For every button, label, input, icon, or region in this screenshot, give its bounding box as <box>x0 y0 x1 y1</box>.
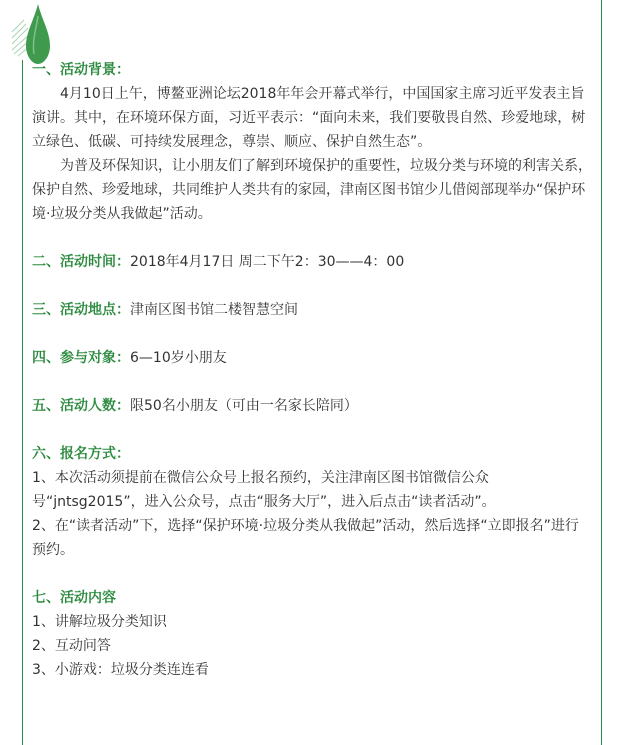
contents-item-1: 1、讲解垃圾分类知识 <box>32 614 167 630</box>
contents-item-3: 3、小游戏：垃圾分类连连看 <box>32 662 209 678</box>
time-row <box>32 250 592 274</box>
count-label: 五、活动人数： <box>32 398 130 414</box>
spacer <box>32 226 592 250</box>
location-row <box>32 298 592 322</box>
background-heading: 一、活动背景： <box>32 62 130 78</box>
count-row <box>32 394 592 418</box>
location-value: 津南区图书馆二楼智慧空间 <box>130 302 298 318</box>
background-paragraph-1: 4月10日上午，博鳌亚洲论坛2018年年会开幕式举行，中国国家主席习近平发表主旨演讲。其中，在环境环保方面，习近平表示：“面向未来，我们要敬畏自然、珍爱地球，树立绿色、低碳、可持续发展理念，尊崇、顺应、保护自然生态”。 <box>32 86 586 150</box>
signup-item-1: 1、本次活动须提前在微信公众号上报名预约，关注津南区图书馆微信公众号“jntsg2015”，进入公众号，点击“服务大厅”，进入后点击“读者活动”。 <box>32 470 496 510</box>
signup-heading: 六、报名方式： <box>32 446 130 462</box>
count-value: 限50名小朋友（可由一名家长陪同） <box>130 398 358 414</box>
background-paragraph-2: 为普及环保知识，让小朋友们了解到环境保护的重要性，垃圾分类与环境的利害关系，保护自然、珍爱地球，共同维护人类共有的家园，津南区图书馆少儿借阅部现举办“保护环境·垃圾分类从我做起”活动。 <box>32 158 592 222</box>
frame-line-left <box>22 60 23 745</box>
signup-item-2: 2、在“读者活动”下，选择“保护环境·垃圾分类从我做起”活动，然后选择“立即报名”进行预约。 <box>32 518 579 558</box>
contents-item-2: 2、互动问答 <box>32 638 111 654</box>
spacer <box>32 274 592 298</box>
time-label: 二、活动时间： <box>32 254 130 270</box>
contents-heading: 七、活动内容 <box>32 590 116 606</box>
frame-line-right <box>601 0 602 745</box>
spacer <box>32 562 592 586</box>
audience-label: 四、参与对象： <box>32 350 130 366</box>
article-body <box>32 58 592 682</box>
spacer <box>32 418 592 442</box>
time-value: 2018年4月17日 周二下午2：30——4：00 <box>130 254 405 270</box>
location-label: 三、活动地点： <box>32 302 130 318</box>
audience-row <box>32 346 592 370</box>
spacer <box>32 370 592 394</box>
audience-value: 6—10岁小朋友 <box>130 350 227 366</box>
spacer <box>32 322 592 346</box>
